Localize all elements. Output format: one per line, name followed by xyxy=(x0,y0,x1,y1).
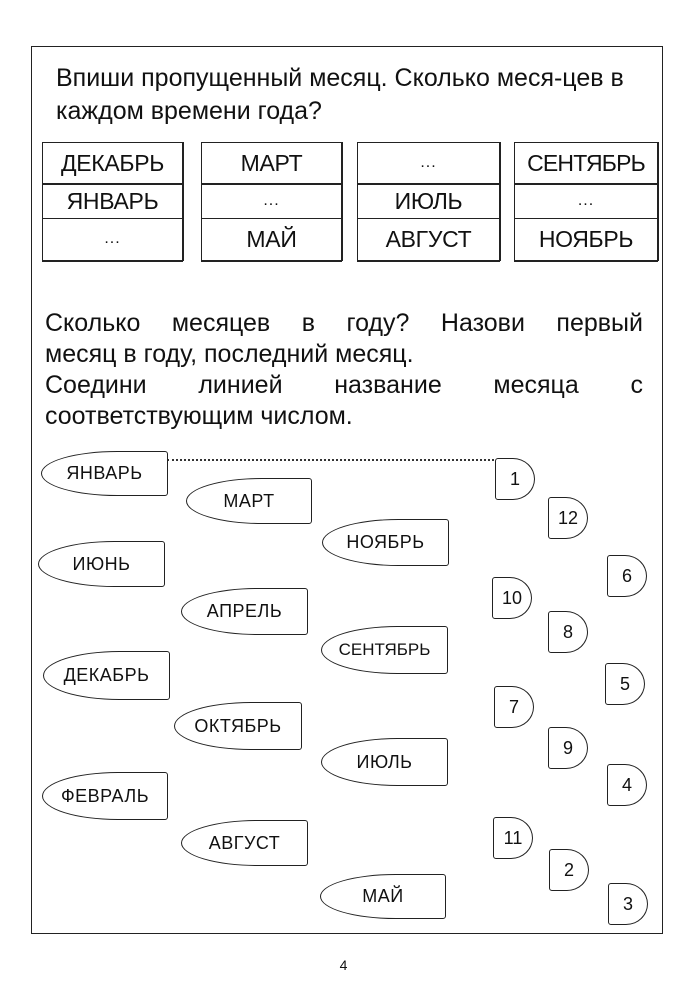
number-badge[interactable]: 9 xyxy=(548,727,588,769)
season-cell: НОЯБРЬ xyxy=(514,218,659,261)
task2-instruction xyxy=(45,308,643,432)
number-badge[interactable]: 6 xyxy=(607,555,647,597)
season-cell: АВГУСТ xyxy=(357,218,501,261)
season-cell-blank[interactable]: ... xyxy=(357,142,501,185)
number-badge[interactable]: 1 xyxy=(495,458,535,500)
season-cell: МАРТ xyxy=(201,142,343,185)
season-autumn xyxy=(514,142,658,262)
season-cell: ЯНВАРЬ xyxy=(42,183,184,219)
month-oval[interactable]: МАЙ xyxy=(320,874,446,919)
number-badge[interactable]: 10 xyxy=(492,577,532,619)
season-cell-blank[interactable]: ... xyxy=(201,183,343,219)
season-cell-blank[interactable]: ... xyxy=(42,218,184,261)
season-winter xyxy=(42,142,183,262)
season-cell: ДЕКАБРЬ xyxy=(42,142,184,185)
page-number: 4 xyxy=(339,957,348,973)
month-oval[interactable]: ФЕВРАЛЬ xyxy=(42,772,168,820)
season-summer xyxy=(357,142,500,262)
number-badge[interactable]: 12 xyxy=(548,497,588,539)
task2-line: Соедини линией название месяца с xyxy=(45,371,643,399)
example-connection-line xyxy=(167,459,494,461)
number-badge[interactable]: 5 xyxy=(605,663,645,705)
number-badge[interactable]: 7 xyxy=(494,686,534,728)
season-cell-blank[interactable]: ... xyxy=(514,183,659,219)
month-oval[interactable]: АПРЕЛЬ xyxy=(181,588,308,635)
month-oval[interactable]: АВГУСТ xyxy=(181,820,308,866)
season-cell: МАЙ xyxy=(201,218,343,261)
number-badge[interactable]: 4 xyxy=(607,764,647,806)
number-badge[interactable]: 8 xyxy=(548,611,588,653)
task2-line: соответствующим числом. xyxy=(45,402,353,430)
season-cell: СЕНТЯБРЬ xyxy=(514,142,659,185)
number-badge[interactable]: 3 xyxy=(608,883,648,925)
month-oval[interactable]: НОЯБРЬ xyxy=(322,519,449,566)
season-spring xyxy=(201,142,342,262)
number-badge[interactable]: 2 xyxy=(549,849,589,891)
task2-line: месяц в году, последний месяц. xyxy=(45,340,414,368)
month-oval[interactable]: ОКТЯБРЬ xyxy=(174,702,302,750)
month-oval[interactable]: ИЮЛЬ xyxy=(321,738,448,786)
season-cell: ИЮЛЬ xyxy=(357,183,501,219)
task2-line: Сколько месяцев в году? Назови первый xyxy=(45,309,643,337)
month-oval[interactable]: СЕНТЯБРЬ xyxy=(321,626,448,674)
month-oval[interactable]: ИЮНЬ xyxy=(38,541,165,587)
month-oval[interactable]: МАРТ xyxy=(186,478,312,524)
month-oval[interactable]: ДЕКАБРЬ xyxy=(43,651,170,700)
number-badge[interactable]: 11 xyxy=(493,817,533,859)
month-oval[interactable]: ЯНВАРЬ xyxy=(41,451,168,496)
task1-instruction: Впиши пропущенный месяц. Сколько меся-цев в каждом времени года? xyxy=(56,64,624,125)
